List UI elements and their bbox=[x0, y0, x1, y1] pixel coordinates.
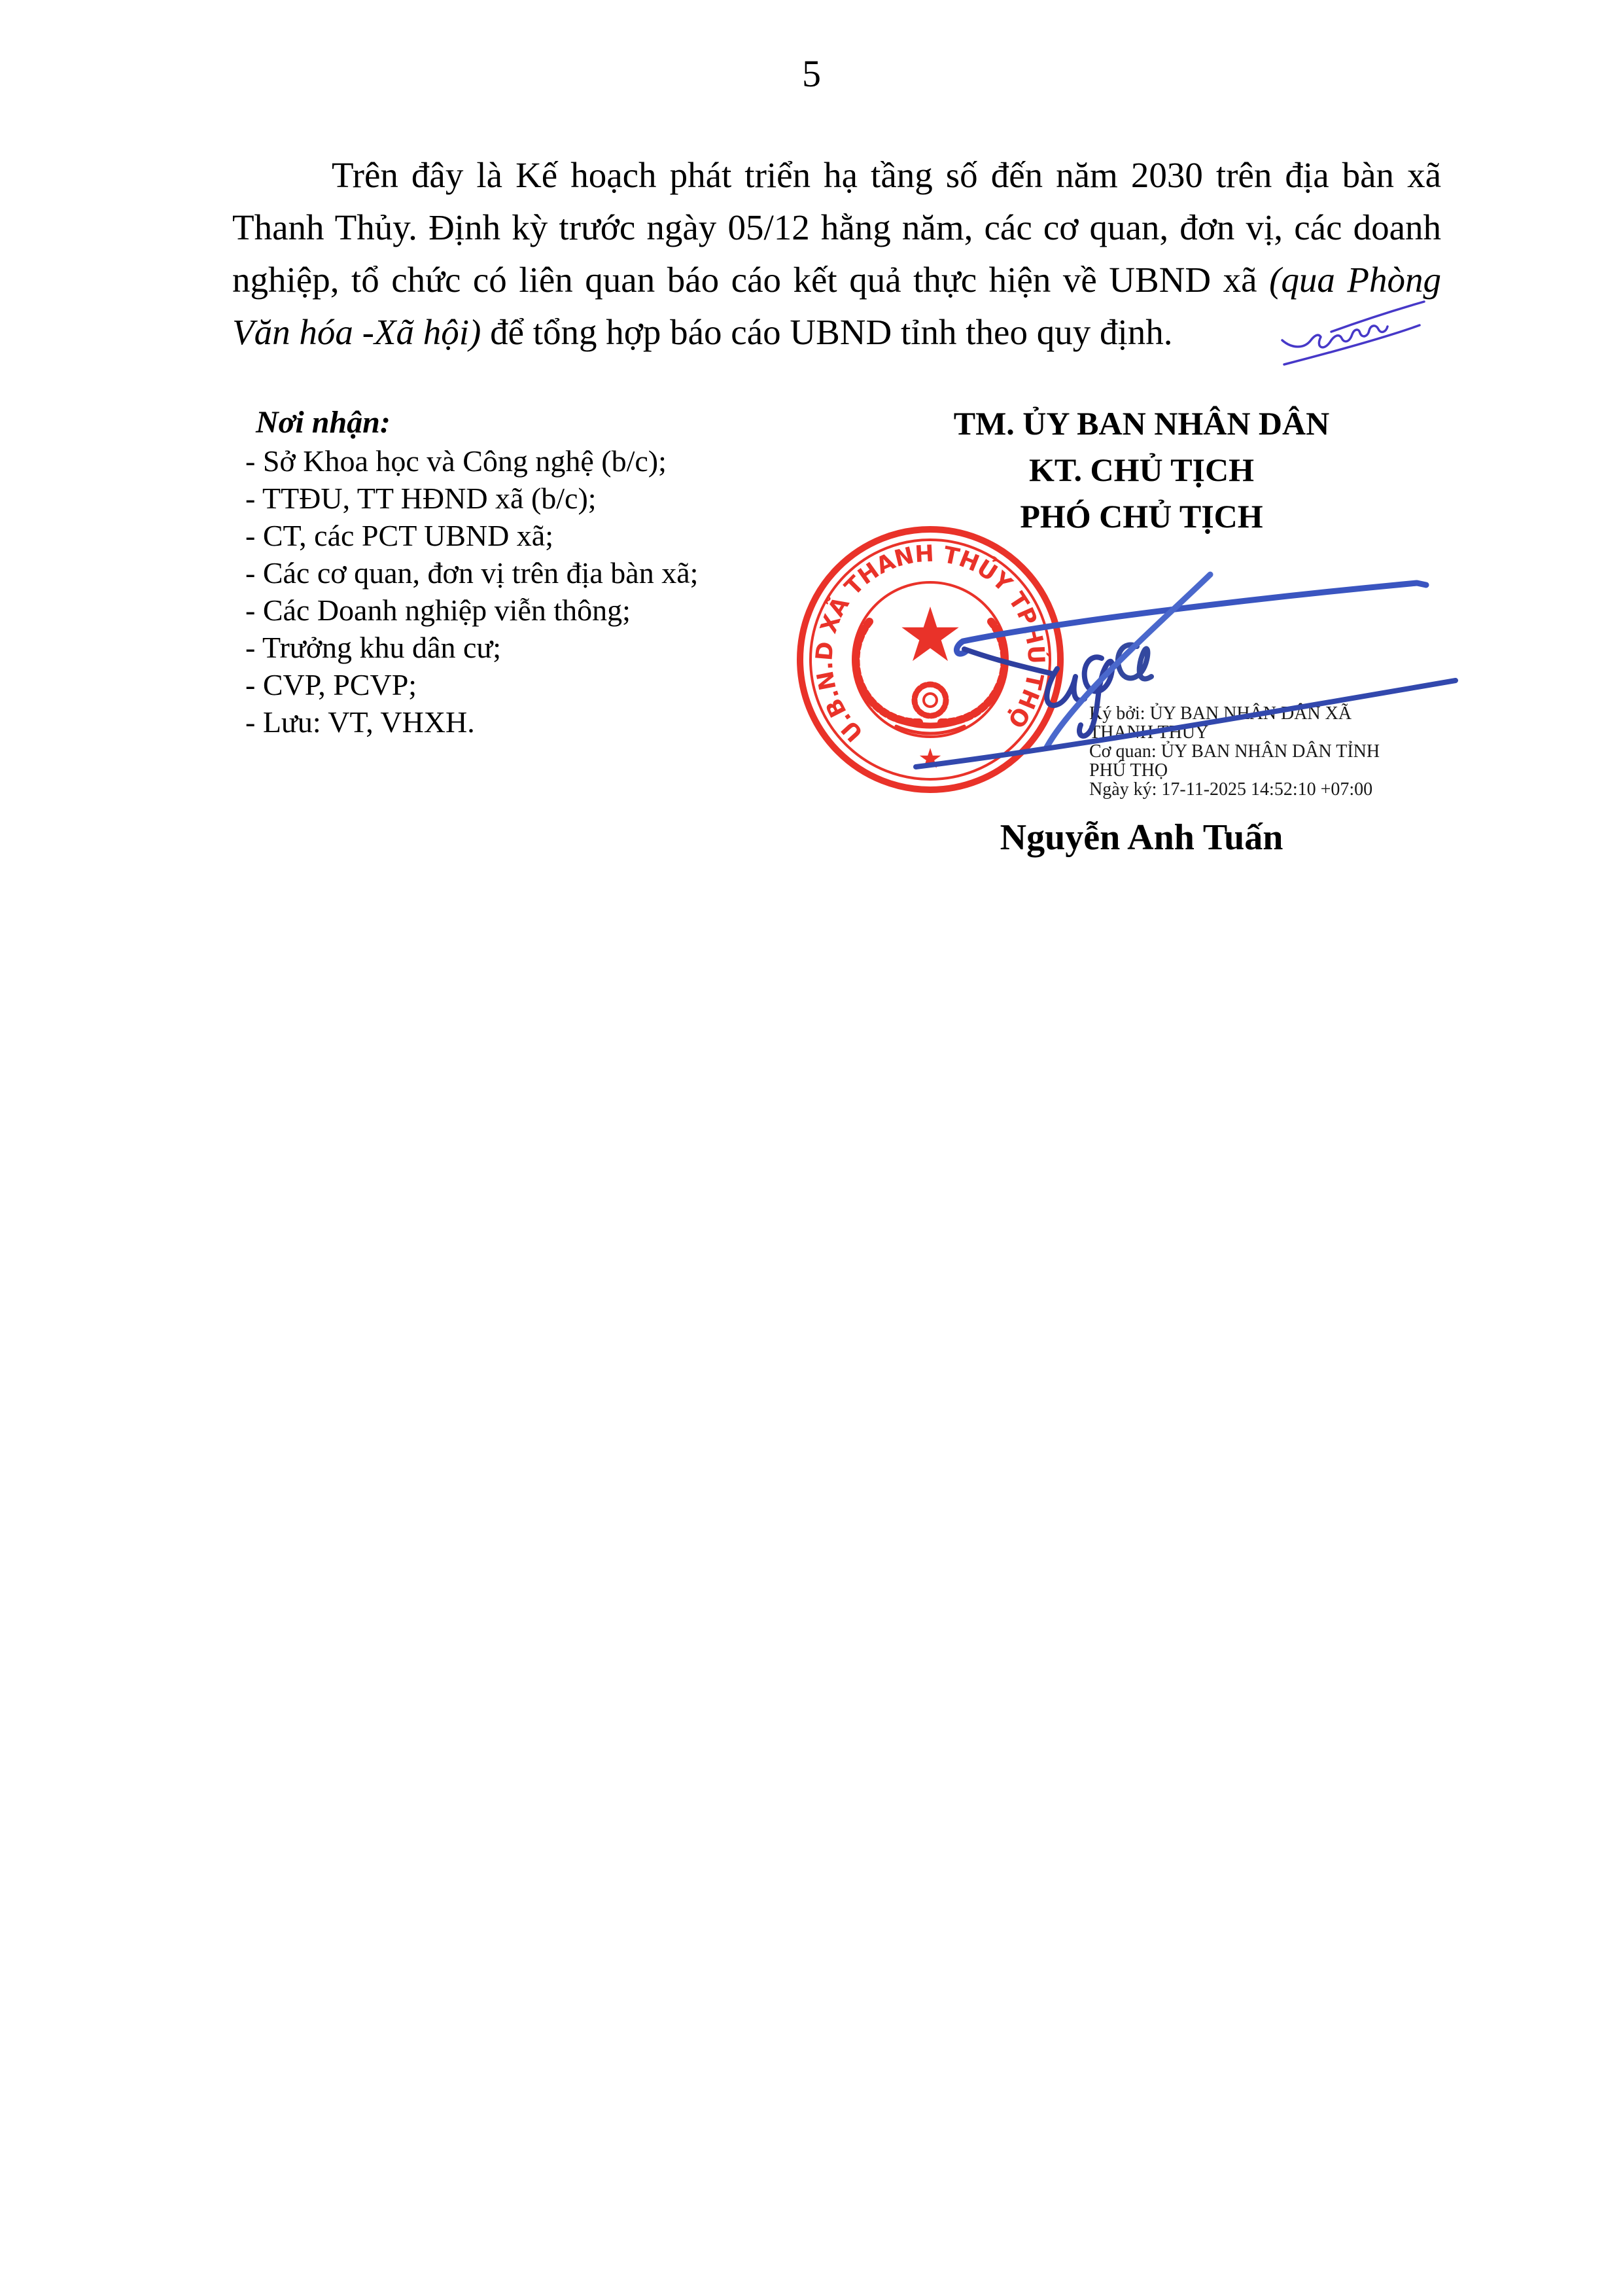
wheat-wreath-left bbox=[856, 622, 919, 722]
paragraph-text-end: để tổng hợp báo cáo UBND tỉnh theo quy định. bbox=[481, 312, 1173, 352]
recipients-section bbox=[245, 403, 834, 741]
recipient-item: - Lưu: VT, VHXH. bbox=[245, 705, 475, 739]
signer-name: Nguyễn Anh Tuấn bbox=[1000, 817, 1283, 858]
page-number: 5 bbox=[802, 52, 821, 95]
paragraph-text-start: Trên đây là Kế hoạch phát triển hạ tầng số đến năm 2030 trên địa bàn xã Thanh Thủy. Định kỳ trước ngày 05/12 hằng năm, các cơ quan, đơn vị, các doanh nghiệp, tổ chức có liên quan báo cáo kết quả thực hiện về UBND xã bbox=[232, 155, 1441, 300]
gear-icon bbox=[915, 684, 946, 716]
recipient-item: - Các Doanh nghiệp viễn thông; bbox=[245, 593, 631, 627]
official-stamp bbox=[793, 522, 1068, 797]
recipient-item: - Trưởng khu dân cư; bbox=[245, 631, 502, 664]
signature-stroke bbox=[1118, 645, 1151, 679]
authority-signature-heading bbox=[903, 400, 1380, 540]
stamp-bottom-star-icon bbox=[920, 748, 941, 768]
emblem-star-icon bbox=[901, 607, 958, 661]
recipient-item: - Sở Khoa học và Công nghệ (b/c); bbox=[245, 444, 667, 478]
stamp-ring-text: U.B.N.D XÃ THANH THỦY TPHÚ THỌ bbox=[811, 540, 1049, 747]
digital-sig-line: Ký bởi: ỦY BAN NHÂN DÂN XÃ bbox=[1089, 703, 1352, 724]
authority-line-2: KT. CHỦ TỊCH bbox=[1028, 451, 1255, 488]
digital-sig-line: THANH THUỶ bbox=[1089, 722, 1209, 743]
digital-sig-line: Ngày ký: 17-11-2025 14:52:10 +07:00 bbox=[1089, 779, 1373, 800]
recipient-item: - TTĐU, TT HĐND xã (b/c); bbox=[245, 482, 597, 515]
authority-line-3: PHÓ CHỦ TỊCH bbox=[1020, 498, 1263, 535]
recipient-item: - CT, các PCT UBND xã; bbox=[245, 519, 554, 552]
wheat-wreath-right bbox=[941, 622, 1005, 722]
digital-sig-line: PHÚ THỌ bbox=[1089, 760, 1168, 781]
body-paragraph bbox=[232, 149, 1441, 359]
digital-signature-info bbox=[1089, 704, 1456, 799]
gear-hub bbox=[924, 694, 937, 707]
authority-line-1: TM. ỦY BAN NHÂN DÂN bbox=[953, 405, 1330, 442]
recipient-item: - CVP, PCVP; bbox=[245, 668, 417, 701]
recipient-item: - Các cơ quan, đơn vị trên địa bàn xã; bbox=[245, 556, 699, 590]
recipients-label: Nơi nhận: bbox=[256, 405, 391, 440]
paragraph-text-italic: (qua Phòng Văn hóa -Xã hội) bbox=[232, 260, 1441, 352]
digital-sig-line: Cơ quan: ỦY BAN NHÂN DÂN TỈNH bbox=[1089, 741, 1380, 762]
